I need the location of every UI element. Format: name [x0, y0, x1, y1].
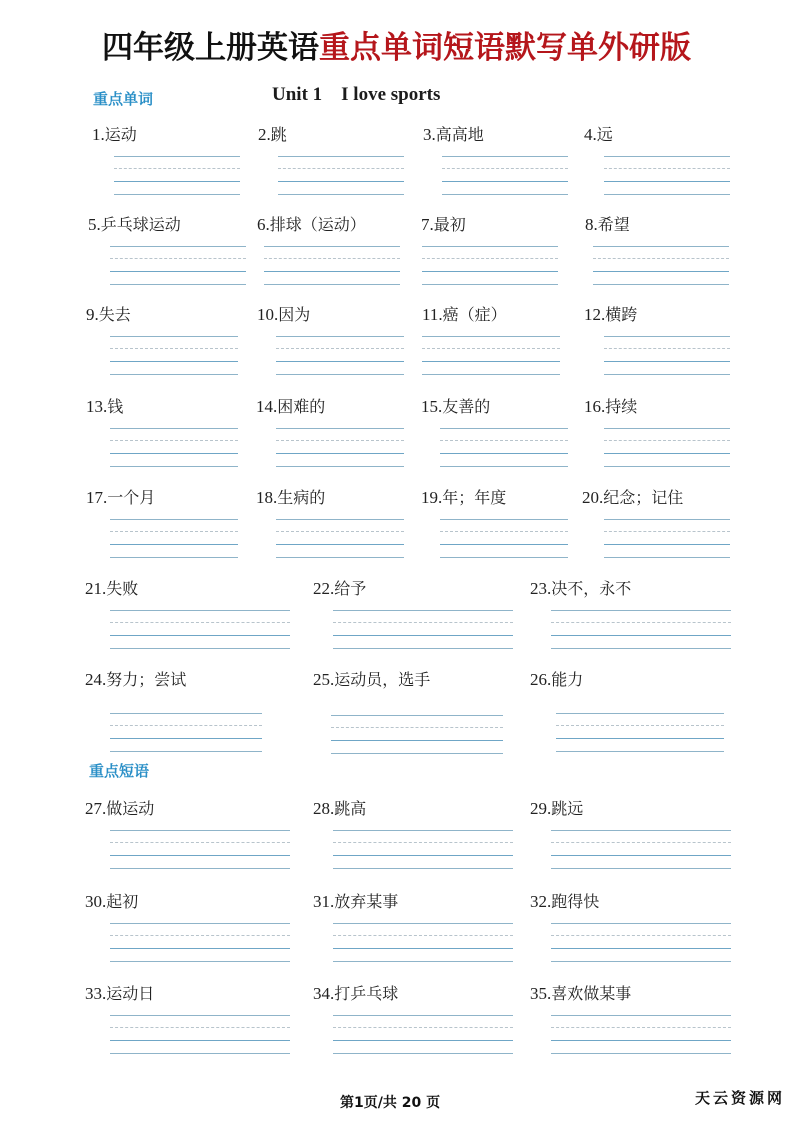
solid-guide-line: [110, 923, 290, 924]
solid-guide-line: [110, 961, 290, 962]
solid-guide-line: [333, 868, 513, 869]
solid-guide-line: [333, 1040, 513, 1041]
item-number: 2.: [258, 125, 271, 144]
solid-guide-line: [593, 284, 729, 285]
brand-watermark: 天云资源网: [695, 1089, 786, 1107]
item-prompt: [257, 302, 310, 325]
solid-guide-line: [276, 336, 404, 337]
item-prompt: [256, 394, 325, 417]
item-prompt: [86, 485, 155, 508]
solid-guide-line: [110, 284, 246, 285]
dashed-guide-line: [276, 440, 404, 441]
solid-guide-line: [331, 740, 503, 741]
section-heading-phrases: 重点短语: [89, 762, 150, 780]
solid-guide-line: [110, 1053, 290, 1054]
dashed-guide-line: [333, 842, 513, 843]
dashed-guide-line: [551, 842, 731, 843]
solid-guide-line: [422, 374, 560, 375]
dashed-guide-line: [110, 348, 238, 349]
item-number: 34.: [313, 984, 335, 1003]
item-prompt: [421, 212, 466, 235]
item-number: 26.: [530, 670, 552, 689]
item-number: 14.: [256, 397, 278, 416]
item-prompt: [313, 576, 366, 599]
solid-guide-line: [422, 361, 560, 362]
solid-guide-line: [333, 635, 513, 636]
solid-guide-line: [604, 557, 730, 558]
solid-guide-line: [333, 1015, 513, 1016]
solid-guide-line: [440, 519, 568, 520]
dashed-guide-line: [556, 725, 724, 726]
solid-guide-line: [110, 544, 238, 545]
solid-guide-line: [333, 961, 513, 962]
item-chinese-text: 纪念；记住: [603, 490, 684, 507]
four-line-writing-area[interactable]: [593, 246, 729, 286]
dashed-guide-line: [440, 531, 568, 532]
page-indicator: 第1页/共 20 页: [340, 1095, 441, 1111]
solid-guide-line: [333, 610, 513, 611]
four-line-writing-area[interactable]: [604, 336, 730, 376]
solid-guide-line: [110, 751, 262, 752]
solid-guide-line: [110, 610, 290, 611]
solid-guide-line: [604, 336, 730, 337]
solid-guide-line: [604, 519, 730, 520]
item-prompt: [530, 889, 599, 912]
item-number: 21.: [85, 579, 107, 598]
item-number: 19.: [421, 488, 443, 507]
solid-guide-line: [110, 830, 290, 831]
four-line-writing-area[interactable]: [333, 610, 513, 650]
dashed-guide-line: [604, 348, 730, 349]
solid-guide-line: [110, 466, 238, 467]
dashed-guide-line: [551, 935, 731, 936]
solid-guide-line: [442, 181, 568, 182]
four-line-writing-area[interactable]: [276, 336, 404, 376]
item-prompt: [86, 302, 131, 325]
item-prompt: [530, 576, 631, 599]
item-prompt: [88, 212, 181, 235]
four-line-writing-area[interactable]: [276, 519, 404, 559]
item-chinese-text: 年；年度: [442, 490, 507, 507]
solid-guide-line: [110, 557, 238, 558]
dashed-guide-line: [422, 258, 558, 259]
solid-guide-line: [551, 868, 731, 869]
item-number: 20.: [582, 488, 604, 507]
item-chinese-text: 放弃某事: [334, 894, 399, 911]
item-prompt: [85, 576, 138, 599]
solid-guide-line: [440, 466, 568, 467]
dashed-guide-line: [110, 622, 290, 623]
solid-guide-line: [604, 181, 730, 182]
solid-guide-line: [110, 271, 246, 272]
item-prompt: [421, 485, 506, 508]
four-line-writing-area[interactable]: [440, 519, 568, 559]
solid-guide-line: [440, 428, 568, 429]
item-chinese-text: 打乒乓球: [334, 986, 399, 1003]
item-prompt: [584, 394, 637, 417]
solid-guide-line: [331, 753, 503, 754]
solid-guide-line: [110, 336, 238, 337]
solid-guide-line: [110, 713, 262, 714]
dashed-guide-line: [440, 440, 568, 441]
dashed-guide-line: [110, 440, 238, 441]
solid-guide-line: [422, 246, 558, 247]
solid-guide-line: [276, 361, 404, 362]
solid-guide-line: [114, 181, 240, 182]
four-line-writing-area[interactable]: [110, 713, 262, 753]
four-line-writing-area[interactable]: [110, 246, 246, 286]
dashed-guide-line: [110, 531, 238, 532]
solid-guide-line: [276, 519, 404, 520]
item-chinese-text: 癌（症）: [442, 307, 507, 324]
dashed-guide-line: [264, 258, 400, 259]
four-line-writing-area[interactable]: [110, 1015, 290, 1055]
item-chinese-text: 远: [596, 127, 613, 144]
solid-guide-line: [440, 544, 568, 545]
solid-guide-line: [551, 1040, 731, 1041]
item-number: 1.: [92, 125, 105, 144]
solid-guide-line: [604, 466, 730, 467]
four-line-writing-area[interactable]: [551, 1015, 731, 1055]
four-line-writing-area[interactable]: [110, 830, 290, 870]
solid-guide-line: [264, 246, 400, 247]
item-prompt: [313, 667, 430, 690]
solid-guide-line: [604, 156, 730, 157]
four-line-writing-area[interactable]: [442, 156, 568, 196]
item-chinese-text: 乒乓球运动: [100, 217, 181, 234]
item-prompt: [313, 889, 398, 912]
four-line-writing-area[interactable]: [333, 1015, 513, 1055]
solid-guide-line: [110, 1040, 290, 1041]
four-line-writing-area[interactable]: [333, 923, 513, 963]
section-heading-words: 重点单词: [93, 90, 154, 108]
solid-guide-line: [442, 194, 568, 195]
solid-guide-line: [110, 738, 262, 739]
four-line-writing-area[interactable]: [110, 610, 290, 650]
solid-guide-line: [551, 610, 731, 611]
item-chinese-text: 失去: [98, 307, 131, 324]
solid-guide-line: [110, 1015, 290, 1016]
item-chinese-text: 失败: [106, 581, 139, 598]
four-line-writing-area[interactable]: [110, 428, 238, 468]
solid-guide-line: [110, 868, 290, 869]
item-chinese-text: 因为: [278, 307, 311, 324]
item-chinese-text: 跳远: [551, 801, 584, 818]
solid-guide-line: [276, 428, 404, 429]
solid-guide-line: [604, 194, 730, 195]
solid-guide-line: [551, 648, 731, 649]
item-chinese-text: 做运动: [106, 801, 155, 818]
solid-guide-line: [604, 428, 730, 429]
item-chinese-text: 能力: [551, 672, 584, 689]
item-prompt: [86, 394, 123, 417]
item-chinese-text: 起初: [106, 894, 139, 911]
item-chinese-text: 跑得快: [551, 894, 600, 911]
item-chinese-text: 困难的: [277, 399, 326, 416]
item-prompt: [422, 302, 507, 325]
item-number: 6.: [257, 215, 270, 234]
item-number: 4.: [584, 125, 597, 144]
solid-guide-line: [551, 961, 731, 962]
item-number: 9.: [86, 305, 99, 324]
solid-guide-line: [278, 156, 404, 157]
dashed-guide-line: [333, 1027, 513, 1028]
item-prompt: [530, 796, 583, 819]
item-prompt: [92, 122, 137, 145]
four-line-writing-area[interactable]: [333, 830, 513, 870]
item-chinese-text: 横跨: [605, 307, 638, 324]
solid-guide-line: [422, 336, 560, 337]
solid-guide-line: [264, 271, 400, 272]
title-topic-part: 重点单词短语默写单外研版: [319, 30, 691, 66]
four-line-writing-area[interactable]: [440, 428, 568, 468]
solid-guide-line: [264, 284, 400, 285]
solid-guide-line: [551, 1015, 731, 1016]
solid-guide-line: [110, 648, 290, 649]
item-prompt: [313, 796, 366, 819]
dashed-guide-line: [276, 348, 404, 349]
item-chinese-text: 跳高: [334, 801, 367, 818]
dashed-guide-line: [333, 622, 513, 623]
dashed-guide-line: [333, 935, 513, 936]
item-prompt: [313, 981, 398, 1004]
item-number: 29.: [530, 799, 552, 818]
solid-guide-line: [110, 428, 238, 429]
item-chinese-text: 最初: [433, 217, 466, 234]
item-number: 30.: [85, 892, 107, 911]
item-prompt: [85, 981, 154, 1004]
item-chinese-text: 一个月: [107, 490, 156, 507]
dashed-guide-line: [110, 935, 290, 936]
solid-guide-line: [276, 557, 404, 558]
item-number: 16.: [584, 397, 606, 416]
item-number: 31.: [313, 892, 335, 911]
item-chinese-text: 跳: [270, 127, 287, 144]
dashed-guide-line: [593, 258, 729, 259]
solid-guide-line: [604, 544, 730, 545]
dashed-guide-line: [331, 727, 503, 728]
solid-guide-line: [551, 948, 731, 949]
solid-guide-line: [276, 453, 404, 454]
solid-guide-line: [422, 271, 558, 272]
solid-guide-line: [422, 284, 558, 285]
item-number: 8.: [585, 215, 598, 234]
dashed-guide-line: [551, 1027, 731, 1028]
dashed-guide-line: [276, 531, 404, 532]
four-line-writing-area[interactable]: [278, 156, 404, 196]
solid-guide-line: [556, 751, 724, 752]
solid-guide-line: [110, 519, 238, 520]
item-prompt: [257, 212, 366, 235]
item-prompt: [582, 485, 683, 508]
page-title: [0, 28, 793, 68]
item-prompt: [85, 796, 154, 819]
solid-guide-line: [604, 361, 730, 362]
four-line-writing-area[interactable]: [264, 246, 400, 286]
item-prompt: [85, 889, 138, 912]
dashed-guide-line: [110, 842, 290, 843]
item-chinese-text: 运动日: [106, 986, 155, 1003]
dashed-guide-line: [604, 440, 730, 441]
solid-guide-line: [593, 246, 729, 247]
four-line-writing-area[interactable]: [110, 336, 238, 376]
four-line-writing-area[interactable]: [422, 336, 560, 376]
four-line-writing-area[interactable]: [551, 830, 731, 870]
four-line-writing-area[interactable]: [114, 156, 240, 196]
solid-guide-line: [276, 374, 404, 375]
item-chinese-text: 高高地: [435, 127, 484, 144]
item-chinese-text: 排球（运动）: [269, 217, 366, 234]
unit-heading: Unit 1 I love sports: [272, 84, 441, 105]
item-chinese-text: 生病的: [277, 490, 326, 507]
solid-guide-line: [551, 855, 731, 856]
item-number: 35.: [530, 984, 552, 1003]
solid-guide-line: [333, 948, 513, 949]
solid-guide-line: [440, 557, 568, 558]
four-line-writing-area[interactable]: [276, 428, 404, 468]
item-chinese-text: 喜欢做某事: [551, 986, 632, 1003]
item-prompt: [530, 667, 583, 690]
item-prompt: [423, 122, 484, 145]
solid-guide-line: [593, 271, 729, 272]
item-chinese-text: 希望: [597, 217, 630, 234]
dashed-guide-line: [604, 531, 730, 532]
solid-guide-line: [333, 855, 513, 856]
item-chinese-text: 努力；尝试: [106, 672, 187, 689]
item-prompt: [585, 212, 630, 235]
four-line-writing-area[interactable]: [556, 713, 724, 753]
item-number: 15.: [421, 397, 443, 416]
four-line-writing-area[interactable]: [604, 428, 730, 468]
solid-guide-line: [440, 453, 568, 454]
four-line-writing-area[interactable]: [551, 923, 731, 963]
four-line-writing-area[interactable]: [551, 610, 731, 650]
item-chinese-text: 运动员，选手: [334, 672, 431, 689]
dashed-guide-line: [278, 168, 404, 169]
dashed-guide-line: [114, 168, 240, 169]
item-number: 5.: [88, 215, 101, 234]
dashed-guide-line: [110, 725, 262, 726]
item-prompt: [258, 122, 287, 145]
item-number: 32.: [530, 892, 552, 911]
four-line-writing-area[interactable]: [604, 156, 730, 196]
solid-guide-line: [331, 715, 503, 716]
solid-guide-line: [110, 246, 246, 247]
item-chinese-text: 给予: [334, 581, 367, 598]
item-number: 7.: [421, 215, 434, 234]
solid-guide-line: [114, 156, 240, 157]
item-prompt: [421, 394, 490, 417]
item-number: 12.: [584, 305, 606, 324]
solid-guide-line: [333, 648, 513, 649]
item-number: 18.: [256, 488, 278, 507]
four-line-writing-area[interactable]: [110, 923, 290, 963]
solid-guide-line: [551, 1053, 731, 1054]
item-number: 24.: [85, 670, 107, 689]
solid-guide-line: [110, 374, 238, 375]
item-number: 10.: [257, 305, 279, 324]
item-number: 13.: [86, 397, 108, 416]
item-chinese-text: 决不，永不: [551, 581, 632, 598]
item-prompt: [530, 981, 631, 1004]
item-chinese-text: 钱: [107, 399, 124, 416]
item-number: 22.: [313, 579, 335, 598]
title-grade-part: 四年级上册英语: [102, 30, 319, 66]
solid-guide-line: [551, 923, 731, 924]
solid-guide-line: [276, 466, 404, 467]
solid-guide-line: [333, 1053, 513, 1054]
item-chinese-text: 持续: [605, 399, 638, 416]
item-number: 27.: [85, 799, 107, 818]
dashed-guide-line: [551, 622, 731, 623]
item-number: 33.: [85, 984, 107, 1003]
solid-guide-line: [110, 361, 238, 362]
four-line-writing-area[interactable]: [331, 715, 503, 755]
item-number: 23.: [530, 579, 552, 598]
solid-guide-line: [551, 830, 731, 831]
solid-guide-line: [110, 948, 290, 949]
solid-guide-line: [278, 181, 404, 182]
solid-guide-line: [278, 194, 404, 195]
solid-guide-line: [110, 453, 238, 454]
item-prompt: [584, 122, 613, 145]
item-number: 3.: [423, 125, 436, 144]
item-prompt: [584, 302, 637, 325]
dashed-guide-line: [110, 258, 246, 259]
four-line-writing-area[interactable]: [604, 519, 730, 559]
four-line-writing-area[interactable]: [422, 246, 558, 286]
item-number: 11.: [422, 305, 443, 324]
solid-guide-line: [333, 923, 513, 924]
dashed-guide-line: [110, 1027, 290, 1028]
solid-guide-line: [556, 713, 724, 714]
item-prompt: [256, 485, 325, 508]
solid-guide-line: [556, 738, 724, 739]
item-chinese-text: 运动: [104, 127, 137, 144]
solid-guide-line: [551, 635, 731, 636]
four-line-writing-area[interactable]: [110, 519, 238, 559]
solid-guide-line: [333, 830, 513, 831]
solid-guide-line: [110, 635, 290, 636]
item-prompt: [85, 667, 186, 690]
dashed-guide-line: [442, 168, 568, 169]
solid-guide-line: [442, 156, 568, 157]
solid-guide-line: [276, 544, 404, 545]
item-number: 25.: [313, 670, 335, 689]
item-chinese-text: 友善的: [442, 399, 491, 416]
solid-guide-line: [604, 374, 730, 375]
dashed-guide-line: [604, 168, 730, 169]
solid-guide-line: [110, 855, 290, 856]
item-number: 17.: [86, 488, 108, 507]
item-number: 28.: [313, 799, 335, 818]
solid-guide-line: [114, 194, 240, 195]
solid-guide-line: [604, 453, 730, 454]
dashed-guide-line: [422, 348, 560, 349]
